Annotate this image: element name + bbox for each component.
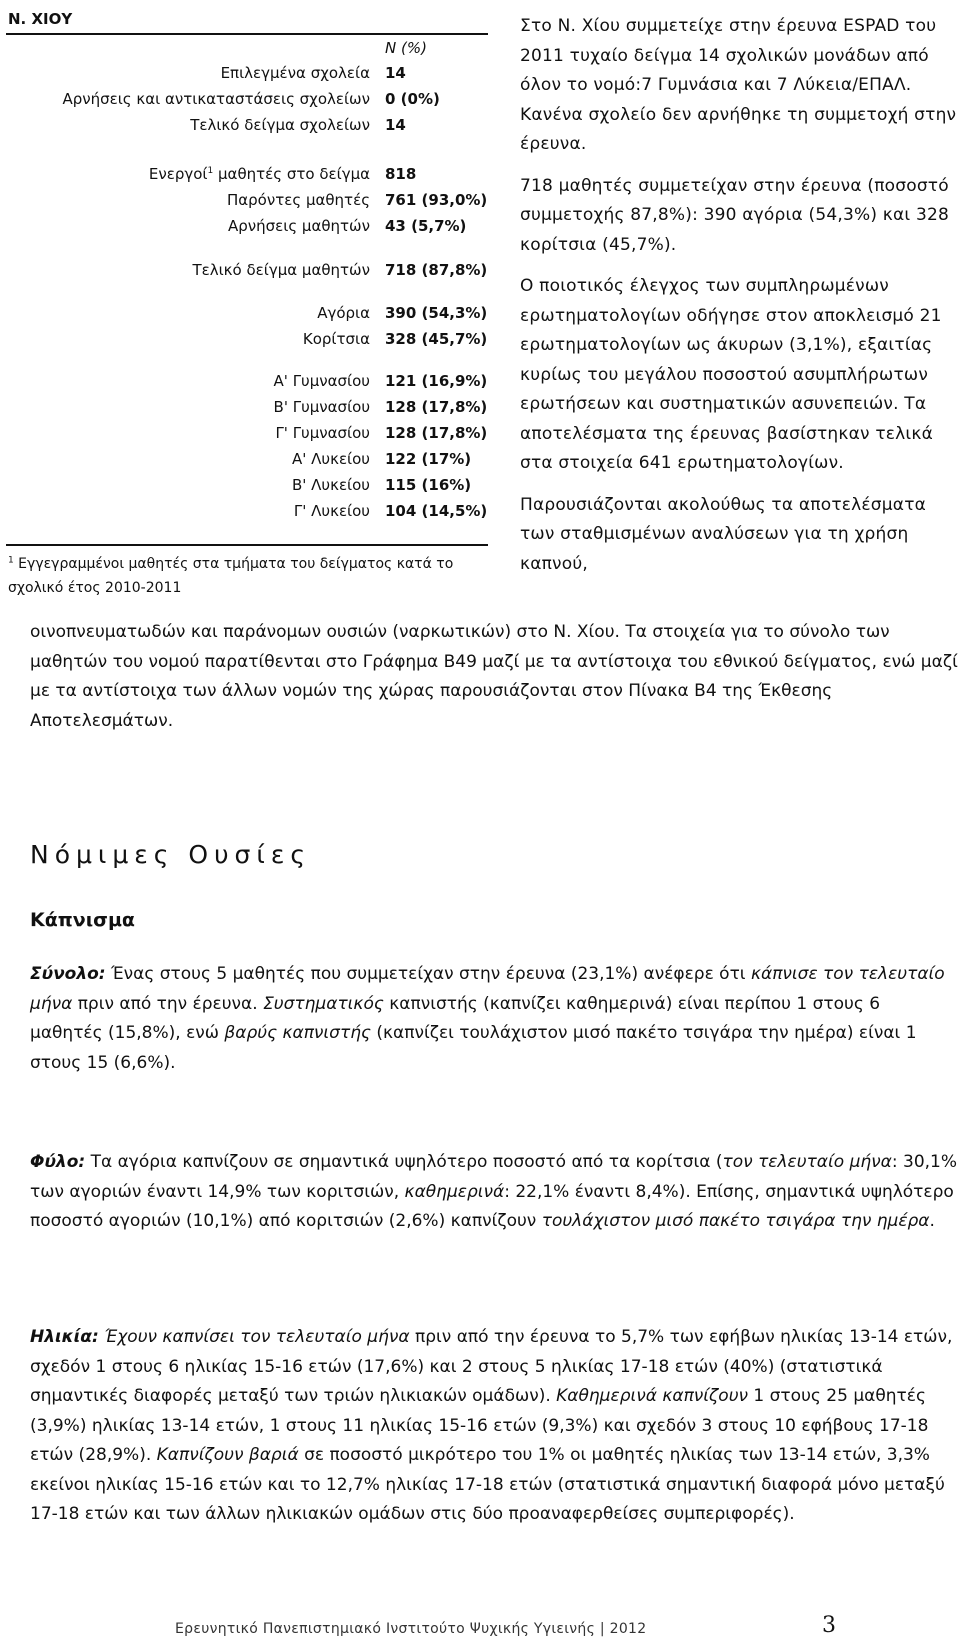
- paragraph-sex: Φύλο: Τα αγόρια καπνίζουν σε σημαντικά υψηλότερο ποσοστό από τα κορίτσια (τον τελευταίο μήνα: 30,1% των αγοριών έναντι 14,9% των κοριτσιών, καθημερινά: 22,1% έναντι 8,4%). Επίσης, σημαντικά υψηλότερο ποσοστό αγοριών (10,1%) από κοριτσιών (2,6%) καπνίζουν τουλάχιστον μισό πακέτο τσιγάρα την ημέρα.: [30, 1152, 958, 1231]
- row-label: Παρόντες μαθητές: [226, 191, 370, 209]
- intro-paragraph: Ο ποιοτικός έλεγχος των συμπληρωμένων ερωτηματολογίων οδήγησε στον αποκλεισμό 21 ερωτηματολογίων ως άκυρων (3,1%), εξαιτίας κυρίως του μεγάλου ποσοστού ασυμπλήρωτων ερωτήσεων και συστηματικών ασυνεπειών. Τα αποτελέσματα της έρευνας βασίστηκαν τελικά στα στοιχεία 641 ερωτηματολογίων.: [520, 276, 942, 473]
- table-row: [0, 261, 490, 287]
- table-row: [0, 476, 490, 502]
- row-value: 128 (17,8%): [385, 398, 488, 416]
- row-label: Γ' Λυκείου: [293, 502, 370, 520]
- table-bottom-rule: [6, 544, 488, 546]
- intro-continuation: οινοπνευματωδών και παράνομων ουσιών (ναρκωτικών) στο Ν. Χίου. Τα στοιχεία για το σύνολο των μαθητών του νομού παρατίθενται στο Γράφημα Β49 μαζί με τα αντίστοιχα του εθνικού δείγματος, ενώ μαζί με τα αντίστοιχα των άλλων νομών της χώρας παρουσιάζονται στον Πίνακα Β4 της Έκθεσης Αποτελεσμάτων.: [30, 622, 958, 731]
- row-label: Επιλεγμένα σχολεία: [220, 64, 370, 82]
- row-label: Γ' Γυμνασίου: [275, 424, 370, 442]
- table-row: [0, 217, 490, 243]
- row-label: Αγόρια: [317, 304, 370, 322]
- row-value: 14: [385, 64, 406, 82]
- paragraph-total: Σύνολο: Ένας στους 5 μαθητές που συμμετείχαν στην έρευνα (23,1%) ανέφερε ότι κάπνισε τον τελευταίο μήνα πριν από την έρευνα. Συστηματικός καπνιστής (καπνίζει καθημερινά) είναι περίπου 1 στους 6 μαθητές (15,8%), ενώ βαρύς καπνιστής (καπνίζει τουλάχιστον μισό πακέτο τσιγάρα την ημέρα) είναι 1 στους 15 (6,6%).: [30, 964, 945, 1073]
- table-row: [0, 450, 490, 476]
- sub-heading: Κάπνισμα: [30, 909, 135, 931]
- row-value: 390 (54,3%): [385, 304, 488, 322]
- intro-paragraph: Παρουσιάζονται ακολούθως τα αποτελέσματα των σταθμισμένων αναλύσεων για τη χρήση καπνού,: [520, 494, 927, 574]
- row-label: Β' Λυκείου: [291, 476, 370, 494]
- section-heading: Νόμιμες Ουσίες: [30, 840, 312, 869]
- table-row: [0, 90, 490, 116]
- page-number: 3: [822, 1613, 836, 1638]
- table-row: [0, 372, 490, 398]
- table-row: [0, 398, 490, 424]
- row-value: 0 (0%): [385, 90, 440, 108]
- table-n-header: N (%): [385, 39, 427, 57]
- row-value: 761 (93,0%): [385, 191, 488, 209]
- page-footer: Ερευνητικό Πανεπιστημιακό Ινστιτούτο Ψυχικής Υγιεινής | 2012: [175, 1621, 647, 1637]
- footnote-marker: 1: [8, 555, 14, 566]
- row-label: Τελικό δείγμα μαθητών: [192, 261, 370, 279]
- region-title: Ν. ΧΙΟΥ: [8, 10, 73, 28]
- row-value: 43 (5,7%): [385, 217, 467, 235]
- table-top-rule: [6, 33, 488, 35]
- table-row: [0, 304, 490, 330]
- row-value: 128 (17,8%): [385, 424, 488, 442]
- table-row: [0, 165, 490, 191]
- intro-column: [520, 12, 960, 591]
- row-label: Τελικό δείγμα σχολείων: [190, 116, 370, 134]
- table-row: [0, 502, 490, 528]
- row-value: 104 (14,5%): [385, 502, 488, 520]
- row-value: 328 (45,7%): [385, 330, 488, 348]
- footnote-marker: 1: [207, 166, 214, 176]
- row-label: Κορίτσια: [302, 330, 370, 348]
- intro-paragraph: 718 μαθητές συμμετείχαν στην έρευνα (ποσοστό συμμετοχής 87,8%): 390 αγόρια (54,3%) και 328 κορίτσια (45,7%).: [520, 175, 949, 255]
- row-value: 718 (87,8%): [385, 261, 488, 279]
- row-value: 14: [385, 116, 406, 134]
- paragraph-age: Ηλικία: Έχουν καπνίσει τον τελευταίο μήνα πριν από την έρευνα το 5,7% των εφήβων ηλικίας 13-14 ετών, σχεδόν 1 στους 6 ηλικίας 15-16 ετών (17,6%) και 2 στους 5 ηλικίας 17-18 ετών (40%) (στατιστικά σημαντικές διαφορές μεταξύ των τριών ηλικιακών ομάδων). Καθημερινά καπνίζουν 1 στους 25 μαθητές (3,9%) ηλικίας 13-14 ετών, 1 στους 11 ηλικίας 15-16 ετών (9,3%) και σχεδόν 3 στους 10 εφήβους 17-18 ετών (28,9%). Καπνίζουν βαριά σε ποσοστό μικρότερο του 1% οι μαθητές ηλικίας των 13-14 ετών, 3,3% εκείνοι ηλικίας 15-16 ετών και το 12,7% ηλικίας 17-18 ετών (στατιστικά σημαντική διαφορά μόνο μεταξύ 17-18 ετών και των άλλων ηλικιακών ομάδων στις δύο προαναφερθείσες συμπεριφορές).: [30, 1327, 953, 1524]
- row-label: Β' Γυμνασίου: [273, 398, 370, 416]
- table-footnote: $^1$ Εγγεγραμμένοι μαθητές στα τμήματα του δείγματος κατά το σχολικό έτος 2010-2011: [8, 555, 454, 596]
- table-row: [0, 64, 490, 90]
- row-value: 818: [385, 165, 417, 183]
- row-label: Α' Γυμνασίου: [273, 372, 370, 390]
- table-row: [0, 330, 490, 356]
- row-label: Αρνήσεις μαθητών: [227, 217, 370, 235]
- intro-paragraph: Στο Ν. Χίου συμμετείχε στην έρευνα ESPAD του 2011 τυχαίο δείγμα 14 σχολικών μονάδων από όλον το νομό:7 Γυμνάσια και 7 Λύκεια/ΕΠΑΛ. Κανένα σχολείο δεν αρνήθηκε τη συμμετοχή στην έρευνα.: [520, 16, 957, 154]
- table-row: [0, 191, 490, 217]
- table-row: [0, 424, 490, 450]
- row-value: 121 (16,9%): [385, 372, 488, 390]
- table-row: [0, 116, 490, 142]
- row-label: Α' Λυκείου: [292, 450, 370, 468]
- row-value: 115 (16%): [385, 476, 472, 494]
- row-label: Αρνήσεις και αντικαταστάσεις σχολείων: [62, 90, 370, 108]
- row-value: 122 (17%): [385, 450, 472, 468]
- row-label: Ενεργοί$^1$ μαθητές στο δείγμα: [148, 165, 370, 183]
